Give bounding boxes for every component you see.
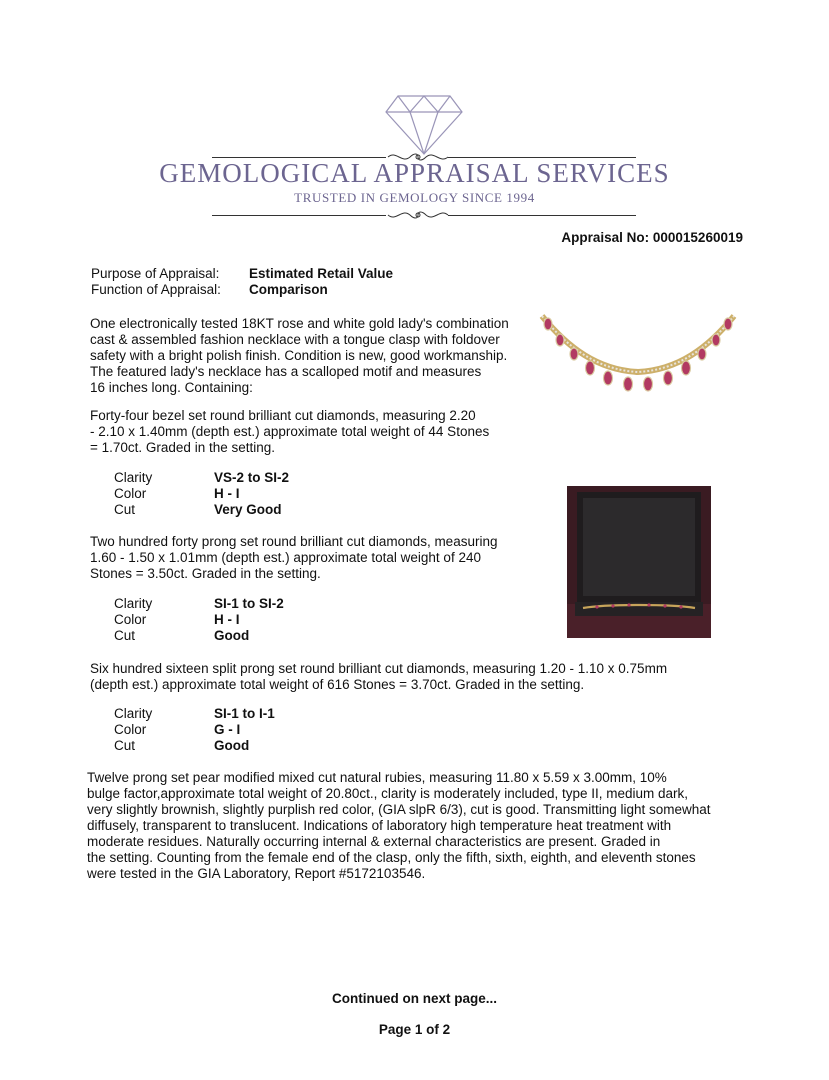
- continued-note: Continued on next page...: [332, 991, 497, 1006]
- bottom-scroll-ornament-icon: [386, 208, 450, 222]
- diamond-group-3-grades: [114, 706, 275, 754]
- jewelry-box-photo: [567, 486, 711, 638]
- necklace-photo: [538, 308, 738, 398]
- item-description: One electronically tested 18KT rose and white gold lady's combination cast & assembled fashion necklace with a tongue clasp with foldover safety with a bright polish finish. Condition is new, good workmanship. The featured lady's necklace has a scalloped motif and measures 16 inches long. Containing:: [90, 316, 509, 395]
- cut-label: Cut: [114, 738, 136, 753]
- function-value: Comparison: [249, 282, 328, 297]
- color-label: Color: [114, 612, 147, 627]
- diamond-group-1-text: Forty-four bezel set round brilliant cut diamonds, measuring 2.20 - 2.10 x 1.40mm (depth est.) approximate total weight of 44 Stones = 1.70ct. Graded in the setting.: [90, 408, 490, 455]
- clarity-label: Clarity: [114, 470, 153, 485]
- cut-label: Cut: [114, 628, 136, 643]
- color-value: G - I: [214, 722, 241, 737]
- color-value: H - I: [214, 612, 240, 627]
- company-brand: [0, 158, 829, 206]
- page-number: Page 1 of 2: [378, 1022, 451, 1037]
- clarity-label: Clarity: [114, 706, 153, 721]
- diamond-group-2-text: Two hundred forty prong set round brilliant cut diamonds, measuring 1.60 - 1.50 x 1.01mm (depth est.) approximate total weight of 240 Stones = 3.50ct. Graded in the setting.: [90, 534, 498, 581]
- header-bottom-rule: [212, 215, 386, 216]
- color-label: Color: [114, 486, 147, 501]
- appraisal-number: Appraisal No: 000015260019: [561, 230, 743, 245]
- diamond-logo-icon: [384, 92, 464, 156]
- company-tagline: TRUSTED IN GEMOLOGY SINCE 1994: [294, 190, 535, 205]
- cut-label: Cut: [114, 502, 136, 517]
- color-value: H - I: [214, 486, 240, 501]
- purpose-label: Purpose of Appraisal:: [91, 266, 220, 281]
- header-bottom-rule: [448, 215, 636, 216]
- cut-value: Good: [214, 738, 250, 753]
- purpose-value: Estimated Retail Value: [249, 266, 394, 281]
- clarity-label: Clarity: [114, 596, 153, 611]
- rubies-description: Twelve prong set pear modified mixed cut natural rubies, measuring 11.80 x 5.59 x 3.00mm, 10% bulge factor,approximate total weight of 20.80ct., clarity is moderately included, type II, medium dark, very slightly brownish, slightly purplish red color, (GIA slpR 6/3), cut is good. Transmitting light somewhat diffusely, transparent to translucent. Indications of laboratory high temperature heat treatment with moderate residues. Naturally occurring internal & external characteristics are present. Graded in the setting. Counting from the female end of the clasp, only the fifth, sixth, eighth, and eleventh stones were tested in the GIA Laboratory, Report #5172103546.: [87, 770, 711, 881]
- clarity-value: SI-1 to I-1: [214, 706, 275, 721]
- function-label: Function of Appraisal:: [91, 282, 221, 297]
- diamond-group-1-grades: [114, 470, 289, 518]
- clarity-value: SI-1 to SI-2: [214, 596, 284, 611]
- diamond-group-2-grades: [114, 596, 284, 644]
- appraisal-purpose-block: [91, 266, 393, 298]
- cut-value: Good: [214, 628, 250, 643]
- clarity-value: VS-2 to SI-2: [214, 470, 290, 485]
- cut-value: Very Good: [214, 502, 282, 517]
- color-label: Color: [114, 722, 147, 737]
- company-name: GEMOLOGICAL APPRAISAL SERVICES: [159, 158, 670, 188]
- diamond-group-3-text: Six hundred sixteen split prong set round brilliant cut diamonds, measuring 1.20 - 1.10 x 0.75mm (depth est.) approximate total weight of 616 Stones = 3.70ct. Graded in the setting.: [90, 661, 668, 692]
